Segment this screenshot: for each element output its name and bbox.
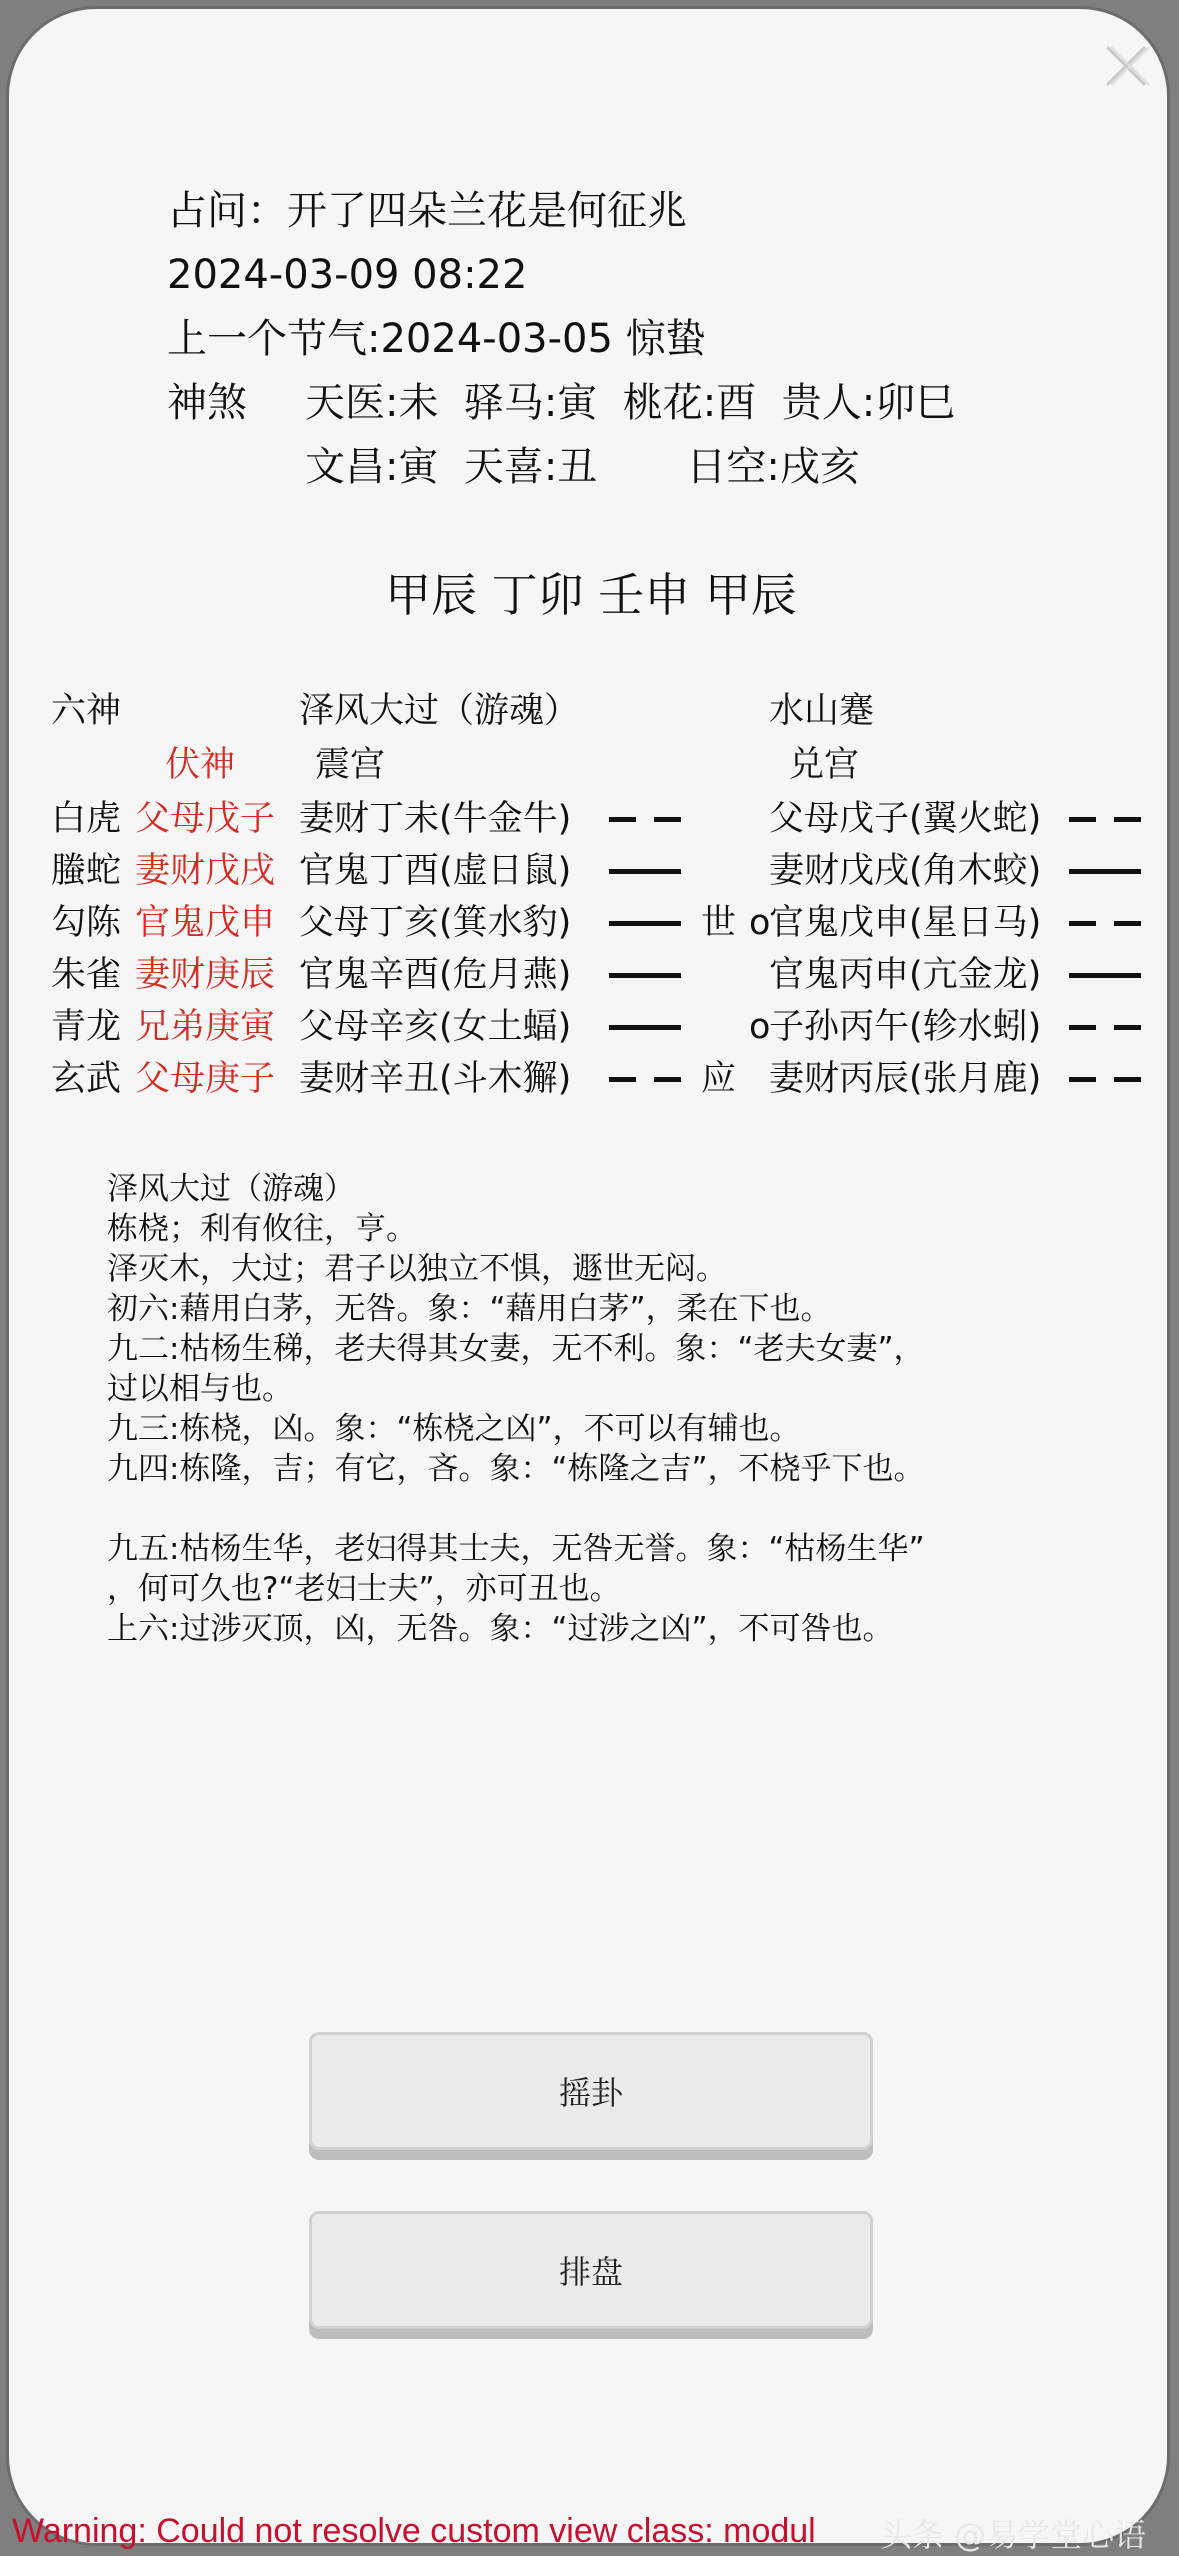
main-yao-line bbox=[609, 1025, 681, 1030]
changed-yao-line bbox=[1069, 1025, 1096, 1030]
main-yao-cell: 官鬼丁酉(虚日鼠) bbox=[299, 851, 572, 891]
changed-yao-cell: 官鬼戊申(星日马) bbox=[769, 903, 1042, 943]
interpretation-line: 初六:藉用白茅，无咎。象：“藉用白茅”，柔在下也。 bbox=[107, 1291, 832, 1327]
main-yao-line bbox=[609, 869, 681, 874]
interpretation-line: 九五:枯杨生华，老妇得其士夫，无咎无誉。象：“枯杨生华” bbox=[107, 1531, 925, 1567]
dialog-card bbox=[6, 6, 1170, 2546]
changed-yao-line bbox=[1069, 921, 1096, 926]
yao-row bbox=[9, 897, 1170, 949]
liushen-cell: 勾陈 bbox=[51, 903, 122, 943]
moving-mark: o bbox=[749, 903, 771, 943]
four-pillars: 甲辰 丁卯 壬申 甲辰 bbox=[385, 568, 797, 622]
moving-mark: o bbox=[749, 1007, 771, 1047]
changed-yao-line bbox=[1069, 869, 1141, 874]
yao-row bbox=[9, 1053, 1170, 1105]
changed-yao-cell: 父母戊子(翼火蛇) bbox=[769, 799, 1042, 839]
yao-row bbox=[9, 793, 1170, 845]
main-yao-line bbox=[609, 921, 681, 926]
main-yao-cell: 妻财辛丑(斗木獬) bbox=[299, 1059, 572, 1099]
shensha-label: 神煞 bbox=[167, 380, 247, 426]
shi-ying-mark: 世 bbox=[701, 903, 737, 943]
main-yao-line bbox=[609, 1077, 636, 1082]
interpretation-line: ，何可久也?“老妇士夫”，亦可丑也。 bbox=[107, 1571, 621, 1607]
interpretation-line: 九四:栋隆，吉；有它，吝。象：“栋隆之吉”，不桡乎下也。 bbox=[107, 1451, 925, 1487]
interpretation-line: 栋桡；利有攸往，亨。 bbox=[107, 1211, 417, 1247]
col-liushen: 六神 bbox=[51, 691, 122, 731]
interpretation-line: 九三:栋桡，凶。象：“栋桡之凶”，不可以有辅也。 bbox=[107, 1411, 801, 1447]
prev-solar-term: 上一个节气:2024-03-05 惊蛰 bbox=[167, 316, 706, 362]
changed-yao-line bbox=[1114, 1025, 1141, 1030]
changed-palace: 兑宫 bbox=[789, 745, 860, 785]
yao-row bbox=[9, 845, 1170, 897]
main-yao-cell: 父母丁亥(箕水豹) bbox=[299, 903, 572, 943]
yao-row bbox=[9, 949, 1170, 1001]
changed-yao-line bbox=[1114, 817, 1141, 822]
fushen-cell: 妻财戊戌 bbox=[135, 851, 276, 891]
changed-yao-cell: 子孙丙午(轸水蚓) bbox=[769, 1007, 1042, 1047]
liushen-cell: 朱雀 bbox=[51, 955, 122, 995]
shake-button[interactable]: 摇卦 bbox=[309, 2032, 873, 2150]
changed-yao-line bbox=[1069, 973, 1141, 978]
interpretation-line: 上六:过涉灭顶，凶，无咎。象：“过涉之凶”，不可咎也。 bbox=[107, 1611, 894, 1647]
main-hexagram-name: 泽风大过（游魂） bbox=[299, 691, 580, 731]
interpretation-line bbox=[107, 1489, 1107, 1529]
fushen-cell: 父母庚子 bbox=[135, 1059, 276, 1099]
question-text: 占问：开了四朵兰花是何征兆 bbox=[167, 188, 687, 234]
main-yao-cell: 官鬼辛酉(危月燕) bbox=[299, 955, 572, 995]
main-yao-line bbox=[609, 817, 636, 822]
fushen-label: 伏神 bbox=[165, 745, 236, 785]
main-yao-cell: 父母辛亥(女土蝠) bbox=[299, 1007, 572, 1047]
watermark: 头条 @易学堂心语 bbox=[880, 2516, 1147, 2554]
interpretation-line: 泽风大过（游魂） bbox=[107, 1171, 355, 1207]
liushen-cell: 青龙 bbox=[51, 1007, 122, 1047]
liushen-cell: 白虎 bbox=[51, 799, 122, 839]
shi-ying-mark: 应 bbox=[701, 1059, 737, 1099]
interpretation-line: 过以相与也。 bbox=[107, 1371, 293, 1407]
changed-yao-cell: 妻财丙辰(张月鹿) bbox=[769, 1059, 1042, 1099]
fushen-cell: 兄弟庚寅 bbox=[135, 1007, 276, 1047]
changed-yao-line bbox=[1069, 817, 1096, 822]
interpretation-line: 泽灭木，大过；君子以独立不惧，遯世无闷。 bbox=[107, 1251, 727, 1287]
main-palace: 震宫 bbox=[315, 745, 386, 785]
liushen-cell: 螣蛇 bbox=[51, 851, 122, 891]
changed-yao-cell: 官鬼丙申(亢金龙) bbox=[769, 955, 1042, 995]
interpretation-text bbox=[107, 1169, 1107, 1649]
fushen-cell: 官鬼戊申 bbox=[135, 903, 276, 943]
changed-yao-line bbox=[1114, 921, 1141, 926]
yao-row bbox=[9, 1001, 1170, 1053]
changed-yao-line bbox=[1114, 1077, 1141, 1082]
main-yao-cell: 妻财丁未(牛金牛) bbox=[299, 799, 572, 839]
shensha-line-1: 天医:未 驿马:寅 桃花:酉 贵人:卯巳 bbox=[305, 380, 956, 426]
warning-text: Warning: Could not resolve custom view class: modul bbox=[12, 2512, 816, 2550]
fushen-cell: 妻财庚辰 bbox=[135, 955, 276, 995]
changed-hexagram-name: 水山蹇 bbox=[769, 691, 875, 731]
arrange-button[interactable]: 排盘 bbox=[309, 2211, 873, 2329]
changed-yao-line bbox=[1069, 1077, 1096, 1082]
close-icon[interactable] bbox=[1101, 41, 1151, 91]
main-yao-line bbox=[654, 1077, 681, 1082]
changed-yao-cell: 妻财戊戌(角木蛟) bbox=[769, 851, 1042, 891]
liushen-cell: 玄武 bbox=[51, 1059, 122, 1099]
interpretation-line: 九二:枯杨生稊，老夫得其女妻，无不利。象：“老夫女妻”， bbox=[107, 1331, 925, 1367]
fushen-cell: 父母戊子 bbox=[135, 799, 276, 839]
datetime-text: 2024-03-09 08:22 bbox=[167, 252, 528, 298]
main-yao-line bbox=[609, 973, 681, 978]
main-yao-line bbox=[654, 817, 681, 822]
shensha-line-2: 文昌:寅 天喜:丑 日空:戌亥 bbox=[305, 444, 860, 490]
